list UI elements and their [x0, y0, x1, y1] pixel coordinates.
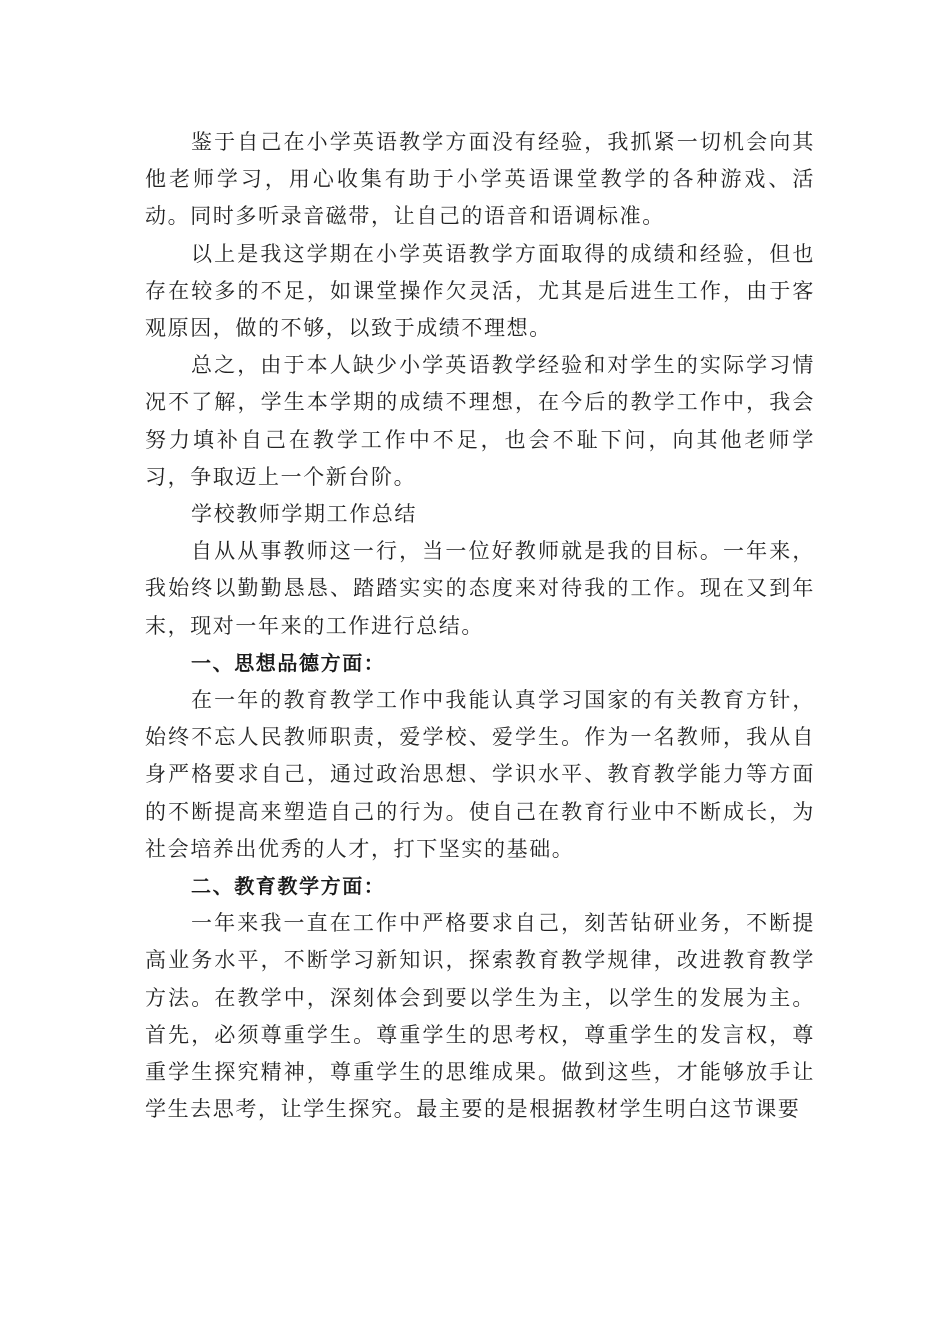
- paragraph-achievements-and-shortcomings: 以上是我这学期在小学英语教学方面取得的成绩和经验，但也存在较多的不足，如课堂操作欠灵活，尤其是后进生工作，由于客观原因，做的不够，以致于成绩不理想。: [145, 241, 815, 341]
- section-title-teacher-summary: 学校教师学期工作总结: [191, 502, 417, 527]
- paragraph-english-teaching-experience: 鉴于自己在小学英语教学方面没有经验，我抓紧一切机会向其他老师学习，用心收集有助于小学英语课堂教学的各种游戏、活动。同时多听录音磁带，让自己的语音和语调标准。: [145, 130, 815, 229]
- paragraph-education-teaching: 一年来我一直在工作中严格要求自己，刻苦钻研业务，不断提高业务水平，不断学习新知识，探索教育教学规律，改进教育教学方法。在教学中，深刻体会到要以学生为主，以学生的发展为主。首先，必须尊重学生。尊重学生的思考权，尊重学生的发言权，尊重学生探究精神，尊重学生的思维成果。做到这些，才能够放手让学生去思考，让学生探究。最主要的是根据教材学生明白这节课要: [145, 911, 815, 1122]
- paragraph-introduction: 自从从事教师这一行，当一位好教师就是我的目标。一年来，我始终以勤勤恳恳、踏踏实实的态度来对待我的工作。现在又到年末，现对一年来的工作进行总结。: [145, 539, 815, 638]
- heading-ideology-morality: 一、思想品德方面：: [191, 650, 386, 675]
- document-body: [145, 124, 815, 1128]
- paragraph-ideology-morality: 在一年的教育教学工作中我能认真学习国家的有关教育方针，始终不忘人民教师职责，爱学校、爱学生。作为一名教师，我从自身严格要求自己，通过政治思想、学识水平、教育教学能力等方面的不断提高来塑造自己的行为。使自己在教育行业中不断成长，为社会培养出优秀的人才，打下坚实的基础。: [145, 688, 815, 861]
- paragraph-conclusion: 总之，由于本人缺少小学英语教学经验和对学生的实际学习情况不了解，学生本学期的成绩不理想，在今后的教学工作中，我会努力填补自己在教学工作中不足，也会不耻下问，向其他老师学习，争取迈上一个新台阶。: [145, 353, 815, 489]
- heading-education-teaching: 二、教育教学方面：: [191, 874, 386, 899]
